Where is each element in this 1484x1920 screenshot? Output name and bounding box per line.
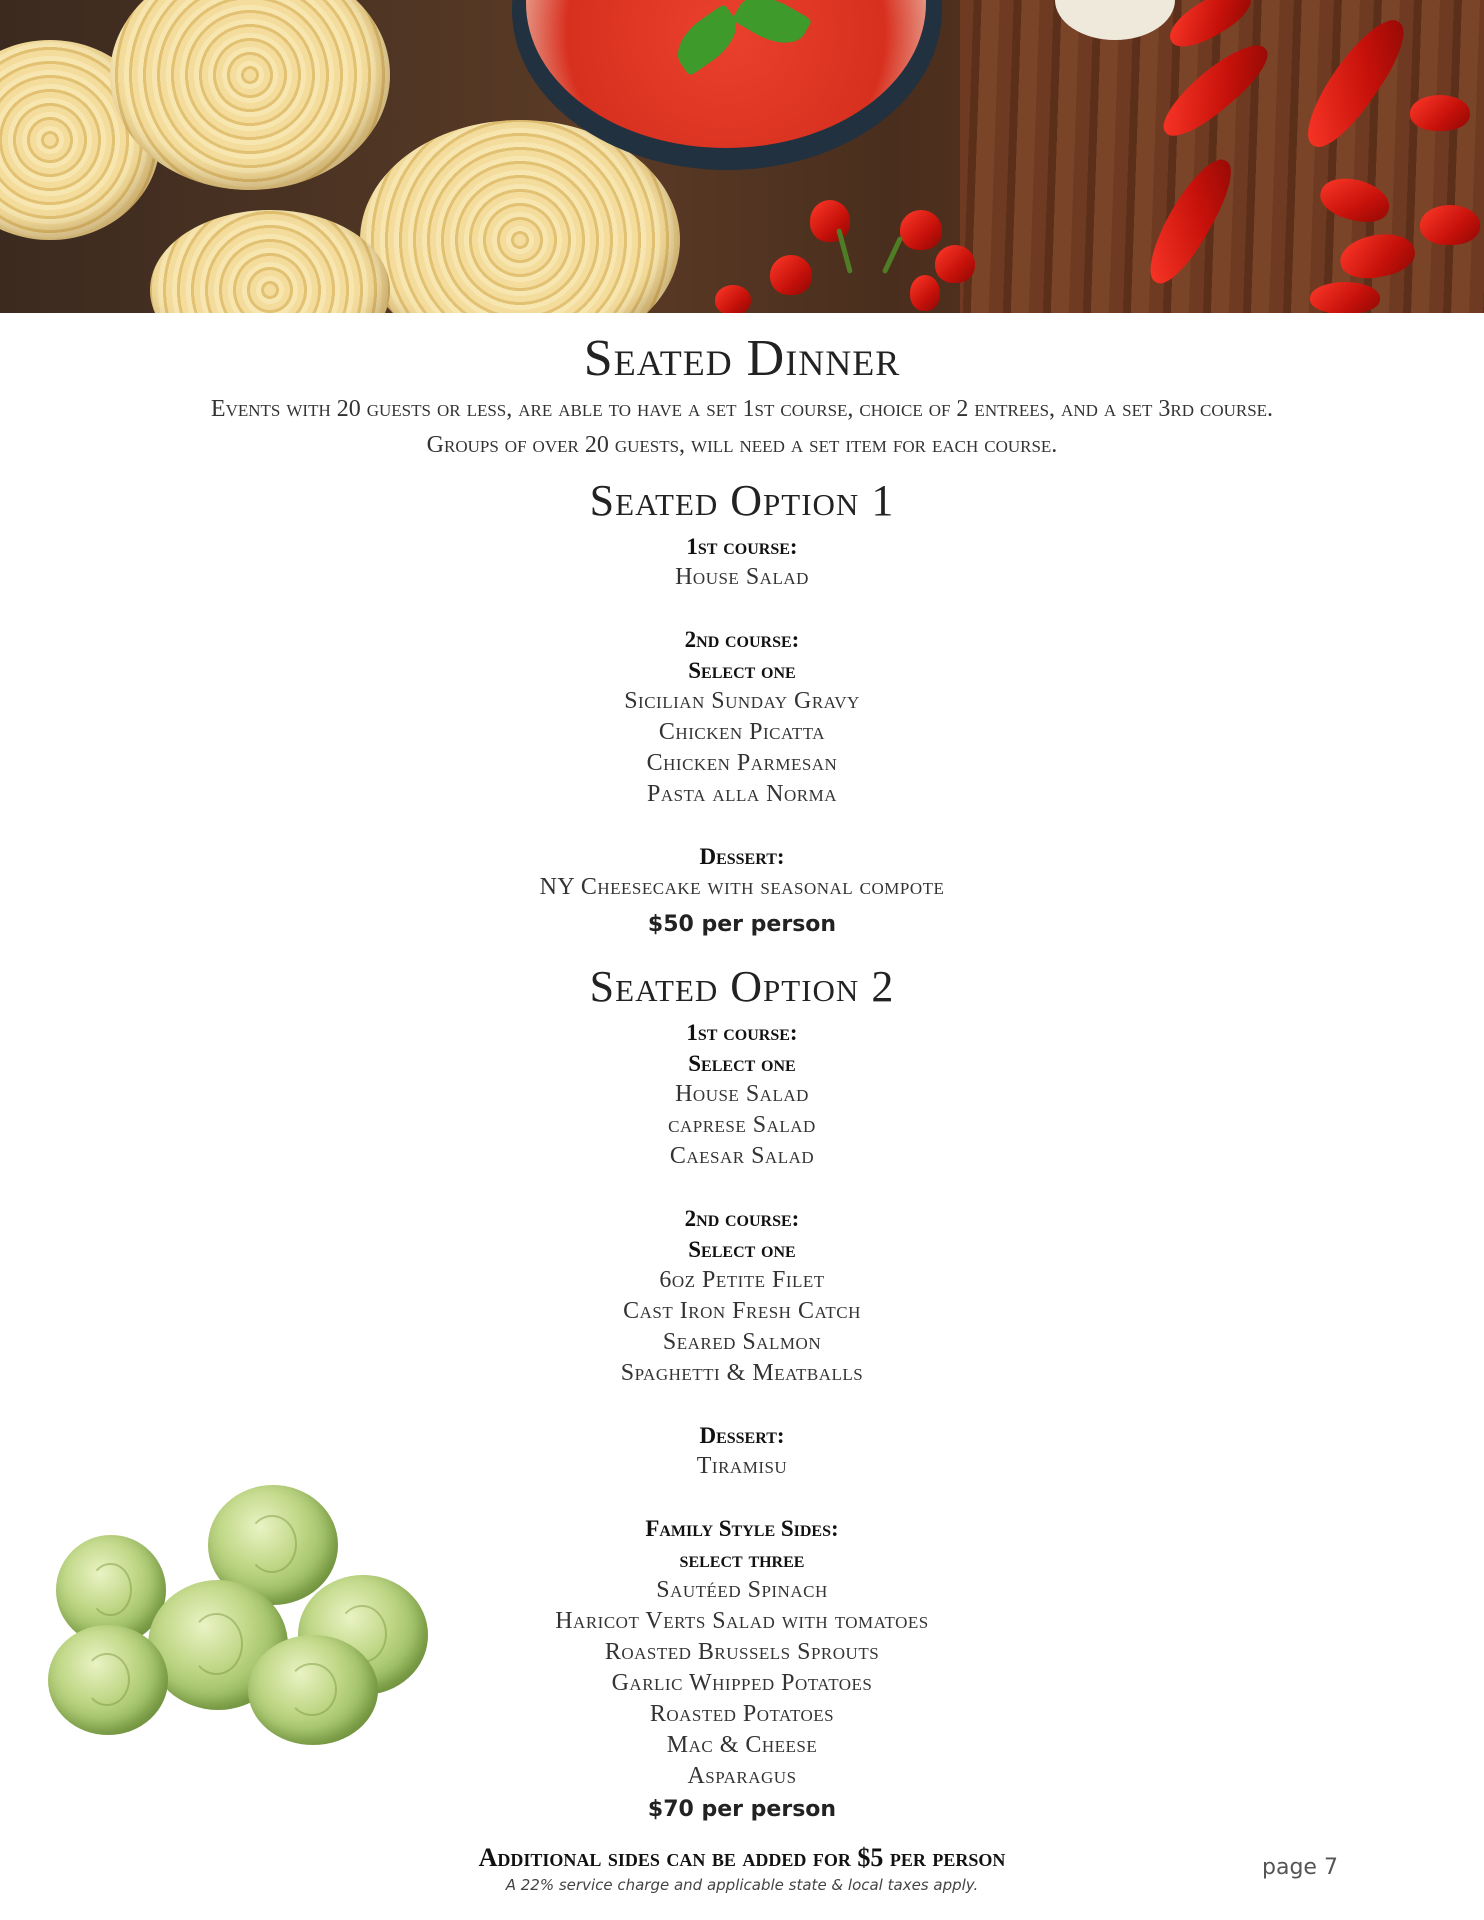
select-note: Select one (688, 658, 796, 683)
select-note: Select one (688, 1237, 796, 1262)
additional-sides-note: Additional sides can be added for $5 per person (478, 1843, 1006, 1872)
menu-item: 6oz Petite Filet (659, 1267, 825, 1293)
intro-line-2: Groups of over 20 guests, will need a set item for each course. (426, 432, 1058, 458)
chili-pepper-icon (1410, 95, 1470, 131)
menu-item: Caesar Salad (669, 1143, 815, 1169)
chili-pepper-icon (900, 210, 942, 250)
side-item: Garlic Whipped Potatoes (611, 1670, 873, 1696)
course-label: Dessert: (699, 1423, 785, 1448)
sprout-icon (48, 1625, 168, 1735)
page-number: page 7 (1262, 1855, 1338, 1880)
course-label: Dessert: (699, 844, 785, 869)
chili-pepper-icon (770, 255, 812, 295)
menu-item: Cast Iron Fresh Catch (623, 1298, 861, 1324)
option-title: Seated Option 1 (589, 476, 895, 525)
option-title: Seated Option 2 (589, 962, 895, 1011)
chili-pepper-icon (935, 245, 975, 283)
menu-item: Spaghetti & Meatballs (620, 1360, 864, 1386)
select-note: Select one (688, 1051, 796, 1076)
menu-item: NY Cheesecake with seasonal compote (539, 874, 945, 900)
service-charge-note: A 22% service charge and applicable state & local taxes apply. (505, 1876, 979, 1894)
menu-item: House Salad (675, 564, 809, 590)
chili-pepper-icon (810, 200, 850, 242)
chili-pepper-icon (910, 275, 940, 311)
course-label: 2nd course: (684, 627, 800, 652)
menu-item: Seared Salmon (662, 1329, 822, 1355)
menu-item: Pasta alla Norma (646, 781, 838, 807)
price: $50 per person (647, 912, 837, 937)
chili-pepper-icon (1310, 282, 1380, 313)
chili-pepper-icon (715, 285, 751, 313)
side-item: Mac & Cheese (666, 1732, 818, 1758)
course-label: 1st course: (686, 534, 798, 559)
course-label: 2nd course: (684, 1206, 800, 1231)
side-item: Sautéed Spinach (656, 1577, 828, 1603)
menu-item: Chicken Picatta (658, 719, 826, 745)
course-label: 1st course: (686, 1020, 798, 1045)
menu-item: Chicken Parmesan (646, 750, 838, 776)
sprout-icon (248, 1635, 378, 1745)
menu-item: Sicilian Sunday Gravy (624, 688, 860, 714)
select-note: select three (679, 1547, 805, 1572)
side-item: Roasted Potatoes (649, 1701, 835, 1727)
chili-pepper-icon (1420, 205, 1480, 245)
side-item: Haricot Verts Salad with tomatoes (555, 1608, 929, 1634)
page-title: Seated Dinner (583, 330, 901, 387)
pasta-nest (150, 210, 390, 313)
seated-option-1 (0, 475, 1484, 943)
sides-label: Family Style Sides: (645, 1516, 839, 1541)
menu-item: Tiramisu (696, 1453, 788, 1479)
header-food-photo (0, 0, 1484, 313)
brussels-sprouts-image (48, 1485, 428, 1745)
side-item: Asparagus (687, 1763, 797, 1789)
price: $70 per person (647, 1797, 837, 1822)
side-item: Roasted Brussels Sprouts (604, 1639, 880, 1665)
menu-item: caprese Salad (668, 1112, 816, 1138)
intro-line-1: Events with 20 guests or less, are able to have a set 1st course, choice of 2 entrees, and a set 3rd course. (210, 396, 1274, 422)
menu-item: House Salad (675, 1081, 809, 1107)
